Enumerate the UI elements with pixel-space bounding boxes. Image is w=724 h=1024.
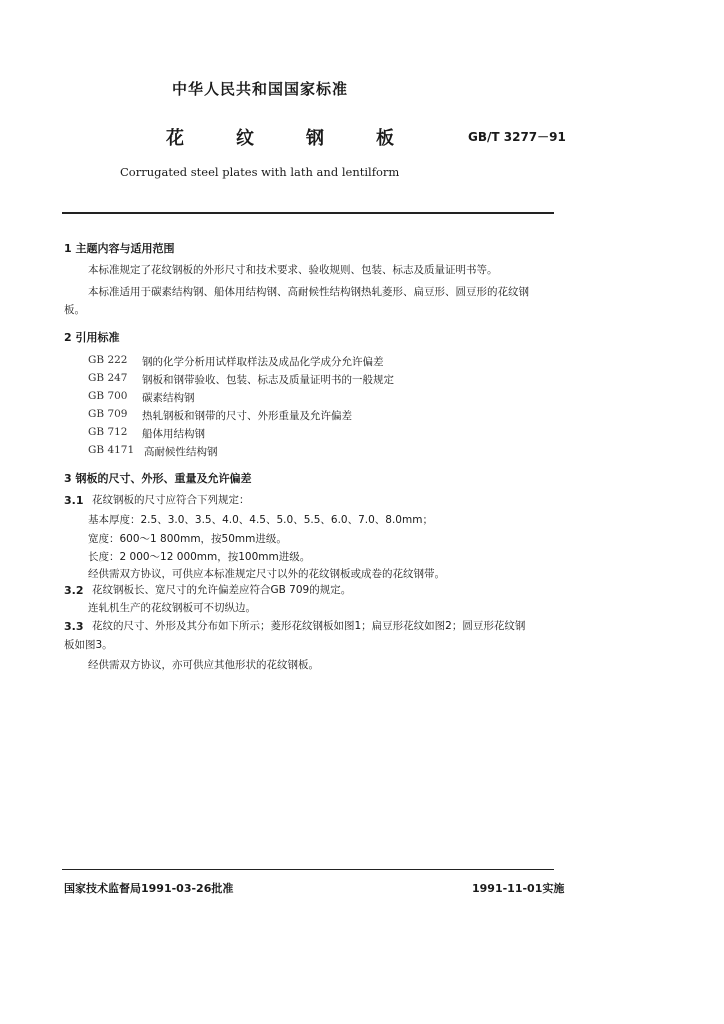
section-1-heading: 1 主题内容与适用范围 <box>64 242 175 255</box>
standard-org-header: 中华人民共和国国家标准 <box>172 80 349 98</box>
ref-code: GB 709 <box>88 408 128 420</box>
header-rule <box>62 212 554 214</box>
ref-code: GB 700 <box>88 390 128 402</box>
english-title: Corrugated steel plates with lath and lentilform <box>120 165 400 179</box>
section-1-paragraph-2: 本标准适用于碳素结构钢、船体用结构钢、高耐候性结构钢热轧菱形、扁豆形、圆豆形的花纹钢 <box>88 286 529 298</box>
section-1-paragraph-2-cont: 板。 <box>64 304 85 316</box>
clause-3-3-other-shapes: 经供需双方协议，亦可供应其他形状的花纹钢板。 <box>88 659 319 671</box>
clause-3-3-number: 3.3 <box>64 620 84 633</box>
effective-date: 1991-11-01实施 <box>472 882 565 895</box>
ref-title: 高耐候性结构钢 <box>144 446 218 458</box>
ref-title: 钢的化学分析用试样取样法及成品化学成分允许偏差 <box>142 356 384 368</box>
clause-3-1-agreement: 经供需双方协议，可供应本标准规定尺寸以外的花纹钢板或成卷的花纹钢带。 <box>88 568 445 580</box>
clause-3-1-length: 长度：2 000～12 000mm，按100mm进级。 <box>88 551 311 563</box>
clause-3-2-continuous-mill: 连轧机生产的花纹钢板可不切纵边。 <box>88 602 256 614</box>
section-3-heading: 3 钢板的尺寸、外形、重量及允许偏差 <box>64 472 252 485</box>
ref-code: GB 4171 <box>88 444 135 456</box>
ref-title: 碳素结构钢 <box>142 392 195 404</box>
clause-3-1-number: 3.1 <box>64 494 84 507</box>
approval-date: 国家技术监督局1991-03-26批准 <box>64 882 234 895</box>
clause-3-2-text: 花纹钢板长、宽尺寸的允许偏差应符合GB 709的规定。 <box>92 584 352 596</box>
clause-3-2-number: 3.2 <box>64 584 84 597</box>
ref-title: 热轧钢板和钢带的尺寸、外形重量及允许偏差 <box>142 410 352 422</box>
clause-3-1-width: 宽度：600～1 800mm，按50mm进级。 <box>88 533 287 545</box>
section-1-paragraph-1: 本标准规定了花纹钢板的外形尺寸和技术要求、验收规则、包装、标志及质量证明书等。 <box>88 264 498 276</box>
clause-3-3-text: 花纹的尺寸、外形及其分布如下所示；菱形花纹钢板如图1；扁豆形花纹如图2；圆豆形花纹钢 <box>92 620 526 632</box>
ref-code: GB 247 <box>88 372 128 384</box>
ref-code: GB 712 <box>88 426 128 438</box>
ref-title: 钢板和钢带验收、包装、标志及质量证明书的一般规定 <box>142 374 394 386</box>
clause-3-1-text: 花纹钢板的尺寸应符合下列规定： <box>92 494 250 506</box>
document-title: 花纹钢板 <box>166 128 446 149</box>
clause-3-3-text-cont: 板如图3。 <box>64 639 113 651</box>
ref-title: 船体用结构钢 <box>142 428 205 440</box>
standard-number: GB/T 3277－91 <box>468 130 566 144</box>
section-2-heading: 2 引用标准 <box>64 331 120 344</box>
footer-rule <box>62 869 554 870</box>
clause-3-1-thickness: 基本厚度：2.5、3.0、3.5、4.0、4.5、5.0、5.5、6.0、7.0、8.0mm； <box>88 514 433 526</box>
ref-code: GB 222 <box>88 354 128 366</box>
